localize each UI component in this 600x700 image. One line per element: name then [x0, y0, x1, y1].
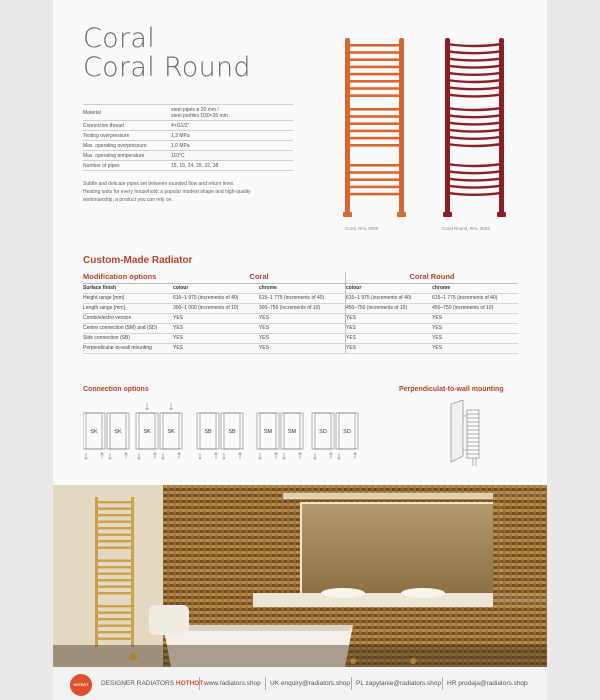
radiator-bar [447, 122, 502, 124]
footer-designer-label: DESIGNER RADIATORS [101, 680, 176, 687]
spec-value: 15, 19, 24, 29, 32, 38 [171, 161, 293, 171]
radiator-foot [343, 212, 352, 217]
radiator-bar [447, 193, 502, 195]
photo-radiator-bar [96, 586, 133, 588]
spec-value: 1,3 MPa [171, 131, 293, 141]
radiator-bar [447, 178, 502, 180]
description-line: Subtle and delicate pipes set between rounded flow and return lines. [83, 181, 235, 187]
mod-options-heading: Modification options [83, 272, 173, 284]
connection-label: SM [287, 429, 297, 435]
footer-pl-email-link[interactable]: PL zapytanie@radiators.shop [356, 680, 442, 687]
row-label: Side connection (SB) [83, 334, 173, 344]
footer-website-link[interactable]: www.radiators.shop [204, 680, 261, 687]
connection-label: SB [204, 429, 212, 435]
description-line: workmanship, a product you can rely on. [83, 197, 173, 203]
connection-label: SD [343, 429, 351, 435]
table-row [83, 304, 518, 314]
radiator-foot [397, 212, 406, 217]
table-row [83, 324, 518, 334]
connection-options-heading: Connection options [83, 386, 149, 393]
radiator-bar [347, 115, 402, 118]
spec-value [171, 105, 293, 121]
footer-designer-text [101, 680, 203, 687]
table-row [83, 314, 518, 324]
footer-divider [265, 677, 266, 690]
chrome-label: chrome [259, 284, 346, 294]
photo-radiator-bar [96, 560, 133, 562]
cell: YES [259, 334, 346, 344]
spec-key: Material [83, 105, 171, 121]
footer-divider [351, 677, 352, 690]
spec-value-line: steel profiles D30×35 mm [171, 112, 228, 119]
cell: 300–750 (increments of 10) [259, 304, 346, 314]
row-label: Height range [mm] [83, 294, 173, 304]
radiator-bar [447, 87, 502, 89]
radiator-bar [447, 108, 502, 110]
table-row [83, 344, 518, 354]
spec-value: 1,0 MPa [171, 141, 293, 151]
photo-radiator-bar [96, 618, 133, 620]
connection-label: SK [90, 429, 98, 435]
caption-coral: Coral, RAL 2008 [345, 226, 379, 231]
photo-radiator-bar [96, 631, 133, 633]
radiator-foot [443, 212, 452, 217]
radiator-bar [347, 144, 402, 147]
cell: YES [259, 314, 346, 324]
cell: YES [173, 314, 259, 324]
row-label: Perpendicular-to-wall mounting [83, 344, 173, 354]
cell: YES [432, 334, 518, 344]
radiator-bar [447, 51, 502, 53]
radiator-bar [347, 87, 402, 90]
radiator-bar [347, 137, 402, 140]
table-subheader-row [83, 284, 518, 294]
photo-radiator-bar [96, 547, 133, 549]
table-header-row [83, 272, 518, 284]
title-coral: Coral [83, 23, 156, 54]
footer-uk-email-link[interactable]: UK enquiry@radiators.shop [270, 680, 350, 687]
radiator-bar [447, 164, 502, 166]
photo-radiator-bar [96, 521, 133, 523]
cell: YES [259, 324, 346, 334]
footer-divider [199, 677, 200, 690]
photo-radiator-bar [96, 612, 133, 614]
footer-divider [442, 677, 443, 690]
radiator-bar [347, 94, 402, 97]
cell: 450–750 (increments of 10) [432, 304, 518, 314]
cell: YES [345, 314, 432, 324]
radiator-bar [447, 80, 502, 82]
cell: YES [432, 314, 518, 324]
radiator-bar [447, 171, 502, 173]
radiator-bar [447, 144, 502, 146]
table-row [83, 294, 518, 304]
photo-radiator-bar [96, 573, 133, 575]
perpendicular-mounting-heading: Perpendiculat-to-wall mounting [399, 386, 504, 393]
photo-radiator-bar [96, 566, 133, 568]
cell: YES [432, 324, 518, 334]
cell: YES [173, 334, 259, 344]
cell: 300–1 000 (increments of 10) [173, 304, 259, 314]
radiator-bar [347, 73, 402, 76]
radiator-bar [347, 51, 402, 54]
product-description [83, 180, 298, 204]
spec-key: Number of pipes [83, 161, 171, 171]
colour-label: colour [173, 284, 259, 294]
radiator-bar [447, 58, 502, 60]
cell: YES [345, 334, 432, 344]
radiator-bar [347, 178, 402, 181]
photo-radiator-bar [96, 501, 133, 503]
radiator-bar [347, 122, 402, 125]
photo-radiator-bar [96, 514, 133, 516]
cell: YES [259, 344, 346, 354]
cell: YES [173, 324, 259, 334]
cell: YES [432, 344, 518, 354]
perpendicular-mounting-illustration [445, 400, 505, 470]
spec-key: Max. operating temperature [83, 151, 171, 161]
connection-diagrams [83, 403, 373, 465]
radiator-bar [447, 66, 502, 68]
spec-row [83, 141, 293, 151]
photo-radiator-bar [96, 625, 133, 627]
coral-radiator-image [341, 36, 413, 222]
photo-radiator-bar [96, 534, 133, 536]
cell: 615–1 775 (increments of 40) [432, 294, 518, 304]
radiator-bar [347, 164, 402, 167]
radiator-bar [447, 130, 502, 132]
spec-value-line: steel pipes ø 20 mm / [171, 106, 219, 113]
spec-row [83, 161, 293, 171]
radiator-bar [447, 186, 502, 188]
photo-radiator-bar [96, 527, 133, 529]
cell: 615–1 775 (increments of 40) [259, 294, 346, 304]
page-title [83, 24, 251, 82]
spec-table [83, 104, 293, 171]
connection-label: SK [167, 429, 175, 435]
photo-radiator-bar [96, 579, 133, 581]
radiator-bar [447, 44, 502, 46]
coral-column-heading: Coral [173, 272, 345, 284]
coral-round-radiator-image [441, 36, 513, 222]
radiator-bar [447, 115, 502, 117]
photo-radiator-bar [96, 540, 133, 542]
spec-value: 110°C [171, 151, 293, 161]
row-label: Length range [mm] [83, 304, 173, 314]
radiator-bar [347, 171, 402, 174]
row-label: Centre connection (SM) and (SD) [83, 324, 173, 334]
radiator-rail [345, 38, 350, 216]
title-coral-round: Coral Round [83, 52, 251, 83]
radiator-rail [399, 38, 404, 216]
hothot-logo: HOTHOT [70, 674, 92, 696]
spec-row [83, 151, 293, 161]
connection-label: SK [143, 429, 151, 435]
footer-hr-email-link[interactable]: HR prodaja@radiators.shop [447, 680, 528, 687]
chrome-label: chrome [432, 284, 518, 294]
spec-row [83, 105, 293, 121]
radiator-bar [447, 94, 502, 96]
cell: 615–1 975 (increments of 40) [345, 294, 432, 304]
footer [53, 667, 547, 700]
cell: 615–1 975 (increments of 40) [173, 294, 259, 304]
photo-radiator-bar [96, 592, 133, 594]
modification-table [83, 272, 518, 354]
spec-value: 4×G1/2" [171, 121, 293, 131]
row-label: Combi/electro version [83, 314, 173, 324]
cell: YES [345, 344, 432, 354]
surface-finish-label: Surface finish [83, 284, 173, 294]
radiator-bar [447, 137, 502, 139]
table-row [83, 334, 518, 344]
radiator-bar [347, 193, 402, 196]
colour-label: colour [345, 284, 432, 294]
spec-key: Testing overpressure [83, 131, 171, 141]
radiator-bar [347, 186, 402, 189]
custom-made-heading: Custom-Made Radiator [83, 255, 193, 266]
photo-radiator-bar [96, 605, 133, 607]
radiator-bar [347, 130, 402, 133]
radiator-bar [347, 66, 402, 69]
radiator-foot [497, 212, 506, 217]
cell: YES [173, 344, 259, 354]
coral-round-column-heading: Coral Round [345, 272, 518, 284]
radiator-bar [447, 73, 502, 75]
connection-label: SK [114, 429, 122, 435]
connection-label: SD [319, 429, 327, 435]
radiator-bar [347, 44, 402, 47]
photo-radiator-bar [96, 638, 133, 640]
connection-label: SB [228, 429, 236, 435]
photo-radiator-bar [96, 508, 133, 510]
cell: YES [345, 324, 432, 334]
spec-key: Max. operating overpressure [83, 141, 171, 151]
cell: 450–750 (increments of 10) [345, 304, 432, 314]
bathroom-photo [53, 485, 547, 667]
footer-brand: HOTHOT [175, 680, 204, 687]
catalog-page [53, 0, 547, 700]
connection-label: SM [263, 429, 273, 435]
spec-row [83, 121, 293, 131]
description-line: Heating units for every household, a popular modest shape and high-quality [83, 189, 251, 195]
caption-coral-round: Coral Round, RAL 3003 [442, 226, 490, 231]
radiator-bar [347, 80, 402, 83]
spec-key: Connection thread [83, 121, 171, 131]
radiator-bar [347, 58, 402, 61]
radiator-bar [347, 108, 402, 111]
spec-row [83, 131, 293, 141]
